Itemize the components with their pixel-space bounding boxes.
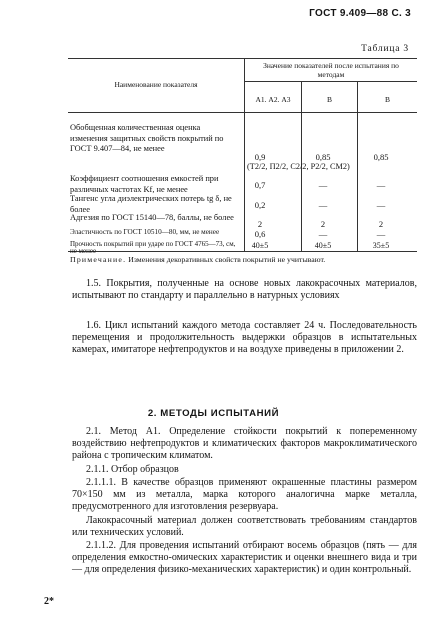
running-title: ГОСТ 9.409—88 С. 3 [309, 8, 411, 19]
table-cell: — [376, 200, 386, 210]
table-row-label: Прочность покрытий при ударе по ГОСТ 4765—73, см, не менее [70, 240, 236, 255]
paragraph-2-1: 2.1. Метод А1. Определение стойкости покрытий к попеременному воздействию нефтепродуктов и климатических факторов макроклиматического района с тропическим климатом. [72, 426, 417, 461]
table-cell: 35±5 [372, 241, 390, 250]
paragraph-1-5: 1.5. Покрытия, полученные на основе новых лакокрасочных материалов, испытывают по стандарту и параллельно в натурных условиях [72, 278, 417, 301]
table-cell: 40±5 [314, 241, 332, 250]
table-row-label: Эластичность по ГОСТ 10510—80, мм, не менее [70, 228, 220, 236]
table-group-rule [245, 81, 417, 82]
table-cell: 2 [378, 219, 384, 229]
paragraph-2-1-1-2: 2.1.1.2. Для проведения испытаний отбирают восемь образцов (пять — для определения емкостно-омических характеристик и оценки внешнего вида и три — для определения физико-механических характеристик) и один контрольный. [72, 540, 417, 575]
table-cell: 0,7 [254, 180, 266, 190]
table-cell-subvalues: (Т2/2, П2/2, С2/2, Р2/2, СМ2) [247, 162, 350, 171]
col-header-method-3: В [384, 95, 390, 104]
note-lead: Примечание. [70, 255, 127, 264]
table-cell: 0,2 [254, 200, 266, 210]
paragraph-2-1-1-1: 2.1.1.1. В качестве образцов применяют окрашенные пластины размером 70×150 мм из металла, марка которого аналогична марке металла, предусмотренного для изготовления резервуара. [72, 477, 417, 512]
table-cell: 0,9 [254, 152, 266, 162]
table-cell: 0,85 [373, 152, 389, 162]
table-row-label: Тангенс угла диэлектрических потерь tg δ, не более [70, 194, 232, 214]
table-cell: — [376, 180, 386, 190]
col-header-group: Значение показателей после испытания по методам [263, 61, 399, 79]
table-header-rule [68, 112, 417, 113]
table-row-label: Адгезия по ГОСТ 15140—78, баллы, не более [70, 213, 234, 222]
paragraph-2-1-1: 2.1.1. Отбор образцов [86, 464, 179, 475]
table-row-label: Коэффициент соотношения емкостей при различных частотах Kf, не менее [70, 174, 219, 194]
paragraph-1-6: 1.6. Цикл испытаний каждого метода составляет 24 ч. Последовательность перемещения и продолжительность выдержки образцов в испытательных камерах, имитаторе нефтепродуктов и на воздухе приведены в приложении 2. [72, 320, 417, 355]
table-cell: — [318, 229, 328, 239]
table-title: Таблица 3 [361, 44, 409, 54]
table-cell: 0,6 [254, 229, 266, 239]
section-title: 2. МЕТОДЫ ИСПЫТАНИЙ [147, 408, 280, 419]
table-note [70, 255, 415, 264]
table-top-rule [68, 58, 417, 59]
note-text: Изменения декоративных свойств покрытий не учитывают. [128, 255, 326, 264]
table-cell: 40±5 [251, 241, 269, 250]
table-cell: 2 [257, 219, 263, 229]
page-mark: 2* [44, 596, 54, 607]
table-cell: — [318, 200, 328, 210]
paragraph-material: Лакокрасочный материал должен соответствовать требованиям стандартов или технических условий. [72, 515, 417, 538]
col-header-indicator: Наименование показателя [114, 80, 198, 89]
table-cell: 0,85 [315, 152, 331, 162]
col-header-method-2: В [326, 95, 332, 104]
table-row-label: Обобщенная количественная оценка изменения защитных свойств покрытий по ГОСТ 9.407—84, не менее [70, 123, 224, 153]
table-cell: — [318, 180, 328, 190]
col-header-method-1: А1. А2. А3 [255, 95, 291, 104]
table-cell: — [376, 229, 386, 239]
table-cell: 2 [320, 219, 326, 229]
